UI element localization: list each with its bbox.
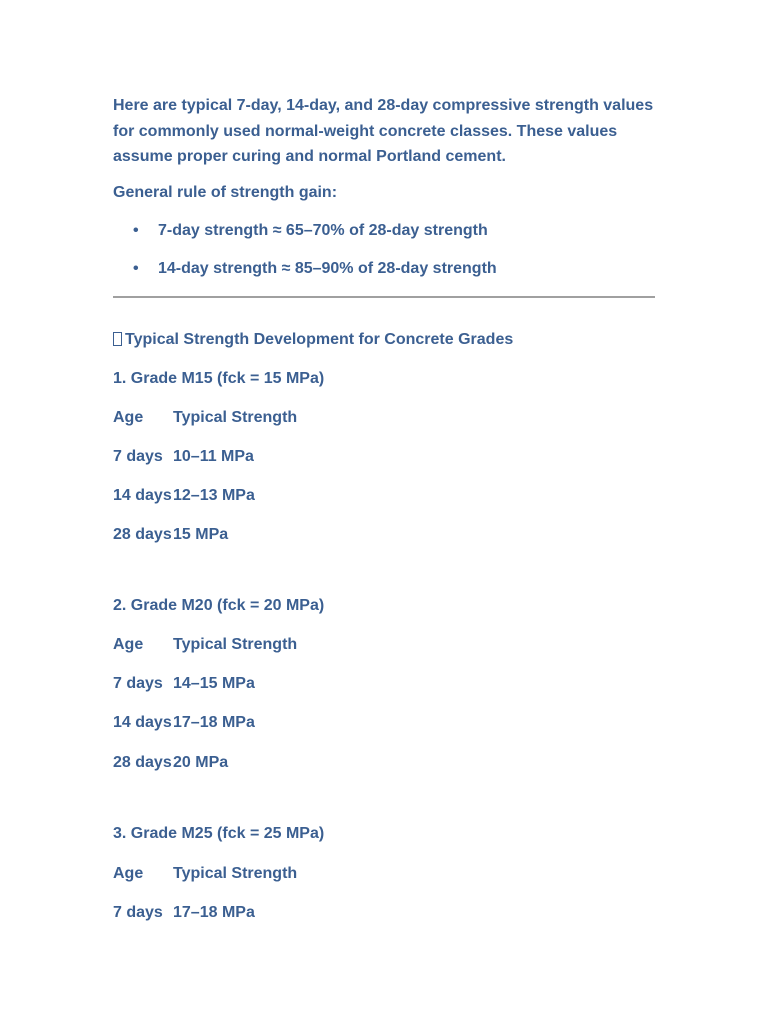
row-age: 7 days (113, 448, 163, 465)
row-age: 14 days (113, 487, 172, 504)
row-strength: 10–11 MPa (173, 448, 254, 465)
list-item-text: 7-day strength ≈ 65–70% of 28-day strength (158, 222, 488, 239)
intro-paragraph: Here are typical 7-day, 14-day, and 28-day compressive strength values for commonly used normal-weight concrete classes. These values assume proper curing and normal Portland cement. (113, 97, 654, 165)
row-strength: 20 MPa (173, 754, 229, 771)
missing-glyph-icon (113, 332, 122, 346)
row-age: 14 days (113, 714, 172, 731)
grade-title: 3. Grade M25 (fck = 25 MPa) (113, 825, 325, 842)
header-age: Age (113, 865, 144, 882)
row-age: 28 days (113, 526, 172, 543)
section-title-text: Typical Strength Development for Concrete Grades (125, 331, 514, 348)
row-strength: 15 MPa (173, 526, 229, 543)
header-age: Age (113, 636, 144, 653)
row-strength: 14–15 MPa (173, 675, 255, 692)
row-strength: 12–13 MPa (173, 487, 255, 504)
header-strength: Typical Strength (173, 636, 298, 653)
header-strength: Typical Strength (173, 865, 298, 882)
row-age: 7 days (113, 904, 163, 921)
grade-title: 1. Grade M15 (fck = 15 MPa) (113, 370, 325, 387)
bullet-icon: • (133, 222, 139, 239)
row-age: 28 days (113, 754, 172, 771)
rule-heading: General rule of strength gain: (113, 184, 338, 201)
bullet-icon: • (133, 260, 139, 277)
header-age: Age (113, 409, 144, 426)
row-strength: 17–18 MPa (173, 904, 255, 921)
horizontal-divider (113, 296, 655, 298)
list-item-text: 14-day strength ≈ 85–90% of 28-day strength (158, 260, 497, 277)
row-age: 7 days (113, 675, 163, 692)
header-strength: Typical Strength (173, 409, 298, 426)
row-strength: 17–18 MPa (173, 714, 255, 731)
grade-title: 2. Grade M20 (fck = 20 MPa) (113, 597, 325, 614)
section-title (113, 329, 513, 351)
